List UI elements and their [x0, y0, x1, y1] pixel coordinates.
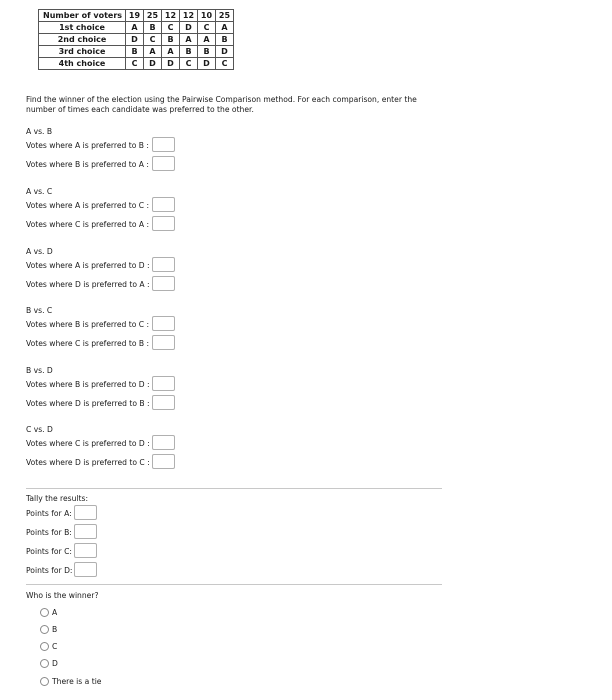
answer-input[interactable] [152, 257, 175, 272]
question-label: Votes where C is preferred to D : [26, 439, 150, 448]
table-row [39, 58, 234, 70]
tally-title: Tally the results: [26, 494, 89, 503]
table-cell: A [126, 22, 144, 34]
winner-option-d[interactable] [40, 659, 58, 668]
question-label: Votes where B is preferred to D : [26, 380, 150, 389]
comparison-title: A vs. D [26, 247, 53, 256]
radio-button[interactable] [40, 625, 49, 634]
answer-input[interactable] [152, 376, 175, 391]
winner-option-c[interactable] [40, 642, 57, 651]
choice-label: 1st choice [39, 22, 126, 34]
question-label: Votes where C is preferred to A : [26, 220, 150, 229]
comparison-title: B vs. D [26, 366, 53, 375]
tally-label: Points for D: [26, 566, 73, 575]
winner-option-a[interactable] [40, 608, 57, 617]
number-of-voters-header: Number of voters [39, 10, 126, 22]
option-label: C [52, 642, 58, 651]
answer-input[interactable] [152, 197, 175, 212]
table-cell: D [198, 58, 216, 70]
answer-input[interactable] [152, 276, 175, 291]
table-cell: B [162, 34, 180, 46]
radio-button[interactable] [40, 642, 49, 651]
tally-label: Points for C: [26, 547, 72, 556]
table-cell: B [198, 46, 216, 58]
table-cell: D [162, 58, 180, 70]
answer-input[interactable] [152, 454, 175, 469]
radio-button[interactable] [40, 677, 49, 686]
question-label: Votes where B is preferred to A : [26, 160, 149, 169]
table-cell: B [216, 34, 234, 46]
answer-input[interactable] [152, 395, 175, 410]
table-cell: D [180, 22, 198, 34]
answer-input[interactable] [152, 335, 175, 350]
section-divider [26, 488, 442, 489]
radio-button[interactable] [40, 659, 49, 668]
table-cell: D [216, 46, 234, 58]
table-cell: C [180, 58, 198, 70]
option-label: A [52, 608, 58, 617]
table-cell: C [198, 22, 216, 34]
question-label: Votes where A is preferred to B : [26, 141, 149, 150]
voters-count: 10 [198, 10, 216, 22]
voters-count: 25 [144, 10, 162, 22]
choice-label: 4th choice [39, 58, 126, 70]
table-cell: A [144, 46, 162, 58]
question-label: Votes where A is preferred to C : [26, 201, 150, 210]
question-label: Votes where D is preferred to B : [26, 399, 150, 408]
table-cell: C [162, 22, 180, 34]
instructions-text: Find the winner of the election using the Pairwise Comparison method. For each comparison, enter the number of times each candidate was preferred to the other. [26, 95, 417, 114]
comparison-title: A vs. B [26, 127, 53, 136]
table-cell: B [126, 46, 144, 58]
table-cell: A [180, 34, 198, 46]
table-header-row [39, 10, 234, 22]
preference-table [38, 9, 234, 70]
table-cell: C [144, 34, 162, 46]
answer-input[interactable] [152, 156, 175, 171]
table-cell: C [216, 58, 234, 70]
table-cell: A [162, 46, 180, 58]
radio-button[interactable] [40, 608, 49, 617]
table-cell: A [216, 22, 234, 34]
winner-option-b[interactable] [40, 625, 57, 634]
tally-label: Points for B: [26, 528, 72, 537]
table-cell: D [126, 34, 144, 46]
question-label: Votes where C is preferred to B : [26, 339, 150, 348]
table-cell: B [144, 22, 162, 34]
section-divider [26, 584, 442, 585]
question-label: Votes where B is preferred to C : [26, 320, 150, 329]
question-label: Votes where D is preferred to C : [26, 458, 150, 467]
option-label: D [52, 659, 58, 668]
tally-input[interactable] [74, 562, 97, 577]
option-label: There is a tie [52, 677, 102, 686]
choice-label: 3rd choice [39, 46, 126, 58]
choice-label: 2nd choice [39, 34, 126, 46]
answer-input[interactable] [152, 216, 175, 231]
winner-question: Who is the winner? [26, 591, 99, 600]
winner-option-tie[interactable] [40, 677, 101, 686]
voters-count: 12 [162, 10, 180, 22]
answer-input[interactable] [152, 137, 175, 152]
question-label: Votes where D is preferred to A : [26, 280, 150, 289]
voters-count: 19 [126, 10, 144, 22]
table-row [39, 46, 234, 58]
tally-input[interactable] [74, 543, 97, 558]
comparison-title: C vs. D [26, 425, 53, 434]
voters-count: 12 [180, 10, 198, 22]
table-cell: D [144, 58, 162, 70]
table-row [39, 34, 234, 46]
table-cell: A [198, 34, 216, 46]
comparison-title: B vs. C [26, 306, 53, 315]
voters-count: 25 [216, 10, 234, 22]
tally-label: Points for A: [26, 509, 72, 518]
tally-input[interactable] [74, 524, 97, 539]
answer-input[interactable] [152, 316, 175, 331]
comparison-title: A vs. C [26, 187, 53, 196]
table-row [39, 22, 234, 34]
table-cell: B [180, 46, 198, 58]
tally-input[interactable] [74, 505, 97, 520]
option-label: B [52, 625, 58, 634]
answer-input[interactable] [152, 435, 175, 450]
table-cell: C [126, 58, 144, 70]
question-label: Votes where A is preferred to D : [26, 261, 150, 270]
